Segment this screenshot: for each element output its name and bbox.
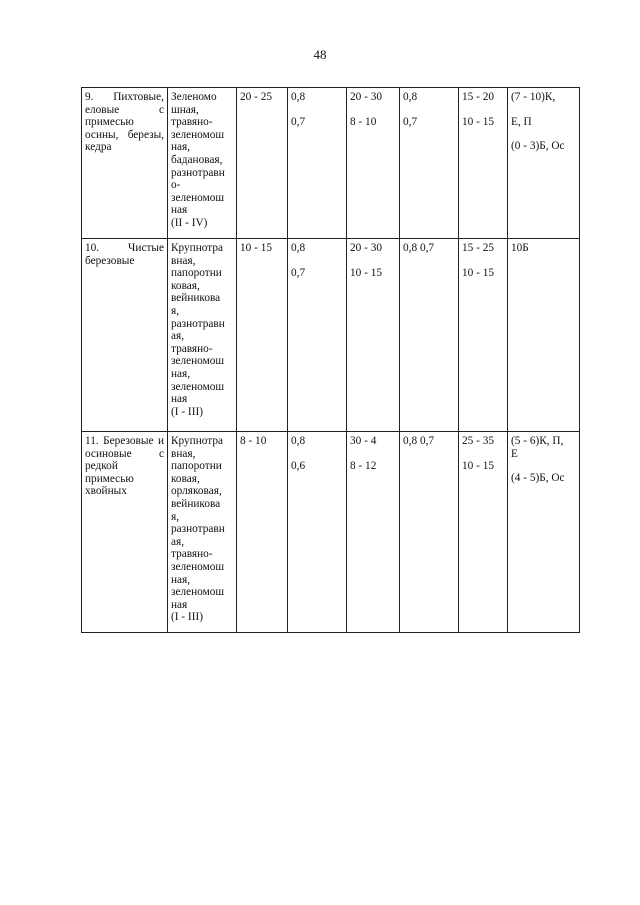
forest-type-cell: Крупнотра вная, папоротни ковая, вейникова я, разнотравн ая, травяно- зеленомош ная, зеленомош ная (I - III): [168, 239, 237, 432]
composition-cell: (5 - 6)К, П, Е (4 - 5)Б, Ос: [508, 432, 580, 633]
page-number: 48: [313, 47, 327, 62]
value-cell: 20 - 25: [237, 88, 288, 239]
forest-group-cell: 10. Чистые березовые: [82, 239, 168, 432]
forest-type-cell: Зеленомо шная, травяно- зеленомош ная, бадановая, разнотравн о- зеленомош ная (II - IV): [168, 88, 237, 239]
value-cell: 8 - 10: [237, 432, 288, 633]
value-cell: 25 - 35 10 - 15: [459, 432, 508, 633]
table-row: [82, 88, 580, 239]
value-cell: 0,8 0,6: [288, 432, 347, 633]
value-cell: 0,8 0,7: [288, 239, 347, 432]
table-row: [82, 432, 580, 633]
table-row: [82, 239, 580, 432]
forest-type-cell: Крупнотра вная, папоротни ковая, орляковая, вейникова я, разнотравн ая, травяно- зеленомош ная, зеленомош ная (I - III): [168, 432, 237, 633]
value-cell: 15 - 20 10 - 15: [459, 88, 508, 239]
forest-group-cell: 9. Пихтовые, еловые с примесью осины, березы, кедра: [82, 88, 168, 239]
forest-types-table: [81, 87, 580, 633]
value-cell: 0,8 0,7: [288, 88, 347, 239]
value-cell: 0,8 0,7: [400, 239, 459, 432]
value-cell: 15 - 25 10 - 15: [459, 239, 508, 432]
value-cell: 20 - 30 10 - 15: [347, 239, 400, 432]
composition-cell: 10Б: [508, 239, 580, 432]
value-cell: 0,8 0,7: [400, 88, 459, 239]
value-cell: 0,8 0,7: [400, 432, 459, 633]
forest-group-cell: 11. Березовые и осиновые с редкой примесью хвойных: [82, 432, 168, 633]
value-cell: 30 - 4 8 - 12: [347, 432, 400, 633]
value-cell: 20 - 30 8 - 10: [347, 88, 400, 239]
value-cell: 10 - 15: [237, 239, 288, 432]
composition-cell: (7 - 10)К, Е, П (0 - 3)Б, Ос: [508, 88, 580, 239]
